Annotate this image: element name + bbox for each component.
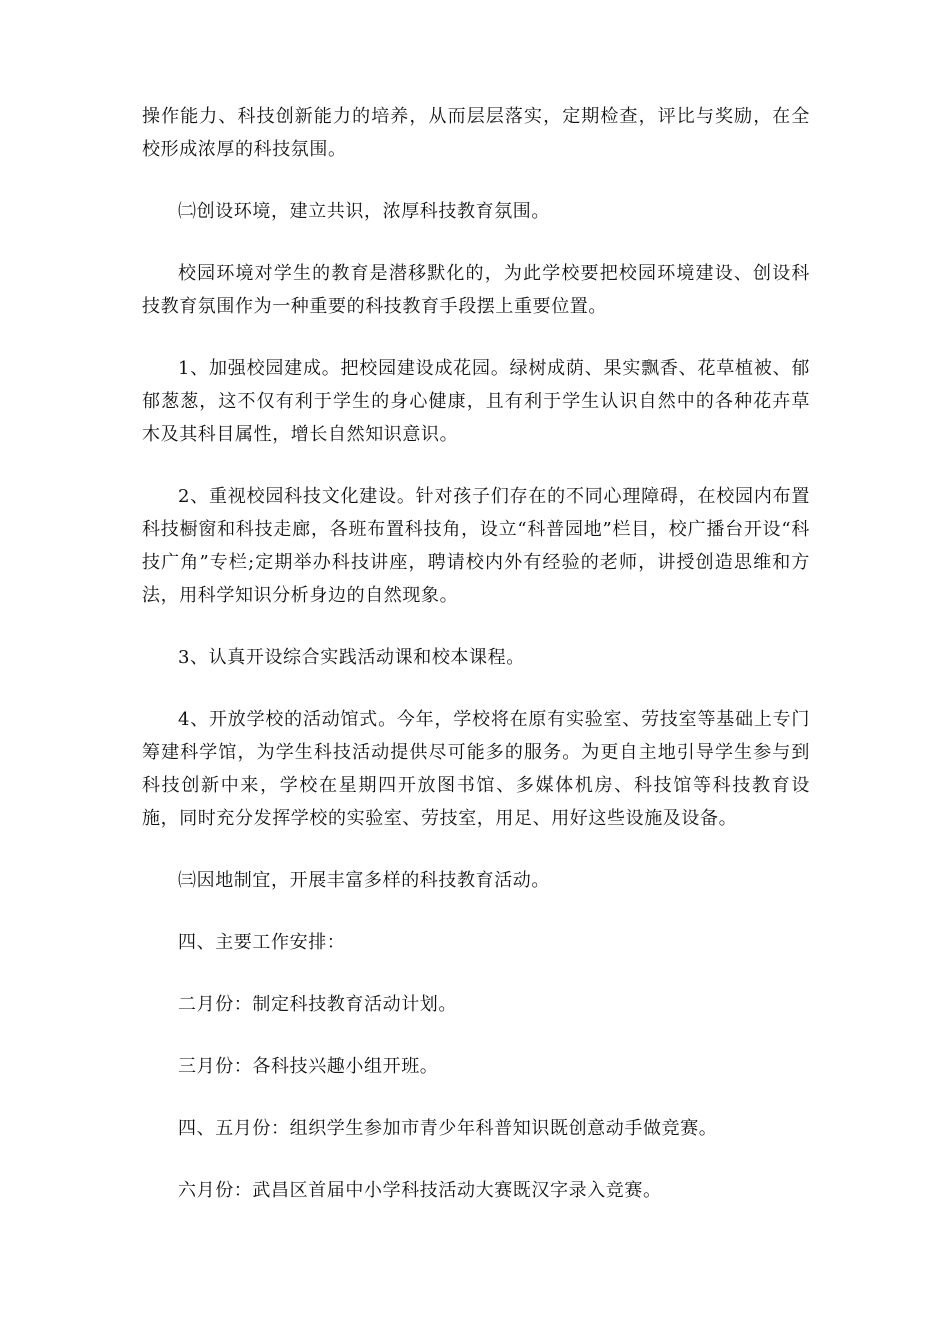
document-page bbox=[142, 100, 810, 1236]
schedule-june: 六月份：武昌区首届中小学科技活动大赛既汉字录入竞赛。 bbox=[178, 1180, 662, 1201]
section-heading-4: 四、主要工作安排： bbox=[178, 932, 346, 953]
schedule-march: 三月份：各科技兴趣小组开班。 bbox=[178, 1056, 439, 1077]
list-item-3: 3、认真开设综合实践活动课和校本课程。 bbox=[178, 647, 525, 668]
paragraph-continuation: 操作能力、科技创新能力的培养，从而层层落实，定期检查，评比与奖励，在全校形成浓厚的科技氛围。 bbox=[142, 106, 810, 160]
list-item-1: 1、加强校园建成。把校园建设成花园。绿树成荫、果实飘香、花草植被、郁郁葱葱，这不仅有利于学生的身心健康，且有利于学生认识自然中的各种花卉草木及其科目属性，增长自然知识意识。 bbox=[142, 358, 810, 445]
schedule-february: 二月份：制定科技教育活动计划。 bbox=[178, 994, 457, 1015]
section-heading-2: ㈡创设环境，建立共识，浓厚科技教育氛围。 bbox=[178, 201, 550, 222]
paragraph-campus-environment: 校园环境对学生的教育是潜移默化的，为此学校要把校园环境建设、创设科技教育氛围作为一种重要的科技教育手段摆上重要位置。 bbox=[142, 263, 810, 317]
section-heading-3: ㈢因地制宜，开展丰富多样的科技教育活动。 bbox=[178, 870, 550, 891]
list-item-4: 4、开放学校的活动馆式。今年，学校将在原有实验室、劳技室等基础上专门筹建科学馆，为学生科技活动提供尽可能多的服务。为更自主地引导学生参与到科技创新中来，学校在星期四开放图书馆、多媒体机房、科技馆等科技教育设施，同时充分发挥学校的实验室、劳技室，用足、用好这些设施及设备。 bbox=[142, 709, 810, 829]
schedule-april-may: 四、五月份：组织学生参加市青少年科普知识既创意动手做竞赛。 bbox=[178, 1118, 718, 1139]
list-item-2: 2、重视校园科技文化建设。针对孩子们存在的不同心理障碍，在校园内布置科技橱窗和科技走廊，各班布置科技角，设立“科普园地”栏目，校广播台开设“科技广角”专栏;定期举办科技讲座，聘请校内外有经验的老师，讲授创造思维和方法，用科学知识分析身边的自然现象。 bbox=[142, 486, 810, 606]
